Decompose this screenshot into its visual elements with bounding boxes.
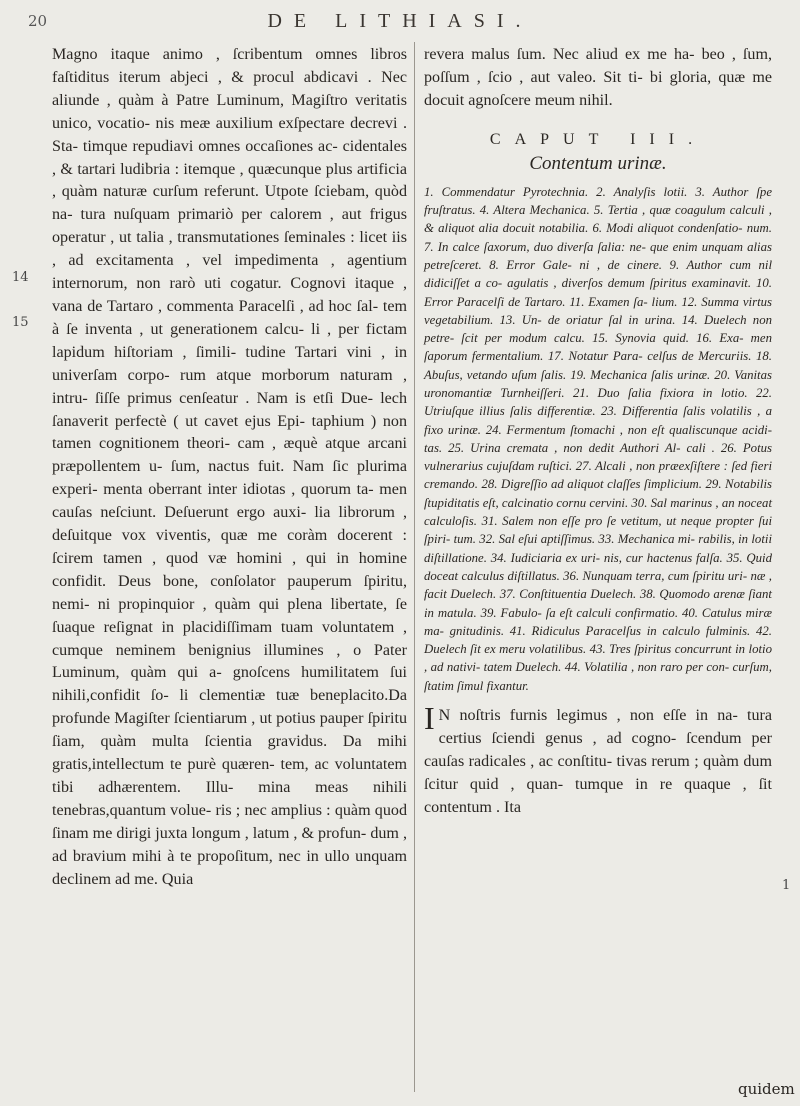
catchword: quidem: [738, 1080, 795, 1098]
page-number: 20: [28, 12, 48, 30]
chapter-title: Contentum urinæ.: [529, 152, 667, 174]
drop-cap: I: [424, 700, 435, 737]
left-column-text: Magno itaque animo , ſcribentum omnes libros faſtiditus iterum abjeci , & procul abdicavi . Nec aliunde , quàm à Patre Luminum, Magiſtro veritatis unico, vocatio- nis meæ auxilium exſpectare decrevi . Sta- timque repudiavi omnes occaſiones ac- cidentales , & tartari ludibria : itemque , quæcunque plus artificia , quàm naturæ curſum referunt. Utpote ſciebam, quòd na- tura nuſquam primariò per calorem , aut frigus operatur , ut talia , transmutationes ſeminales : licet iis , ad excitamenta , vel impedimenta , agentium internorum, non rarò uti cogatur. Cognovi itaque , vana de Tartaro , commenta Paracelſi , ad hoc ſal- tem à ſe inventa , ut generationem calcu- li , per fictam lapidum hiſtoriam , ſimili- tudine Tartari vini , in univerſam corpo- rum atque morborum naturam , intru- ſiſſe primus cenſeatur . Nam is etſi Due- lech ſanaverit perfectè ( ut cavet ejus Epi- taphium ) non tamen cognitionem theori- cam , æquè atque arcani præpollentem u- ſum, nactus fuit. Nam ſic plurima experi- menta oberrant inter idiotas , quorum ta- men cauſas neſciunt. Deſuerunt ergo auxi- lia librorum , deſuitque vox viventis, quæ me coràm docerent : ſcirem tamen , quod væ homini , qui in homine confidit. Deus bone, conſolator pauperum ſpiritu, nemi- ni propinquior , quàm qui plena libertate, ſe ſuaque reſignat in placidiſſimam tuam voluntatem , cumque neminem benignius illumines , o Pater Luminum, quàm qui a- gnoſcens humilitatem ſui nihili,confidit ſo- li clementiæ tuæ beneplacito.Da profunde Magiſter ſcientiarum , ut potius pauper ſpiritu ſiam, quàm multa ſcientia gravidus. Da mihi gratis,intellectum te purè quæren- tem, ac voluntatem tibi adhærentem. Illu- mina meas nihili tenebras,quantum volue- ris ; nec amplius : quàm quod ſinam me dirigi juxta longum , latum , & profun- dum , ad bravium mihi à te propoſitum, nec in ullo unquam declinem ad me. Quia: [52, 46, 407, 888]
margin-note: 14: [12, 270, 29, 285]
right-column: [424, 44, 772, 820]
chapter-heading: CAPUT III.: [489, 130, 707, 148]
margin-note: 15: [12, 315, 29, 330]
margin-note: 1: [782, 878, 791, 893]
chapter-body: [424, 700, 772, 820]
column-divider: [414, 42, 415, 1092]
left-column: [52, 44, 407, 892]
running-title: DE LITHIASI.: [267, 10, 533, 32]
chapter-body-text: N noſtris furnis legimus , non eſſe in na- tura certius ſciendi genus , ad cogno- ſcendum per cauſas radicales , ac conſtitu- tivas rerum ; quàm dum ſcitur quid , quan- tumque in re quaque , ſit contentum . Ita: [424, 707, 772, 816]
right-column-intro: revera malus ſum. Nec aliud ex me ha- beo , ſum, poſſum , ſcio , aut valeo. Sit ti- bi gloria, quæ me docuit agnoſcere meum nihil.: [424, 46, 772, 109]
chapter-summary: 1. Commendatur Pyrotechnia. 2. Analyſis lotii. 3. Author ſpe fruſtratus. 4. Altera Mechanica. 5. Tertia , quæ coagulum calculi , & aliquot alia docuit notabilia. 6. Modi aliquot condenſatio- num. 7. In calce ſaxorum, duo diverſa ſalia: ne- que enim unquam alias petreſceret. 8. Error Gale- ni , de cinere. 9. Author cum nil didiciſſet a co- agulatis , diverſos demum ſpiritus examinavit. 10. Error Paracelſi de Tartaro. 11. Examen ſa- lium. 12. Summa virtus vegetabilium. 13. Un- de oriatur ſal in urina. 14. Duelech non petre- ſcit per modum calcu. 15. Synovia quid. 16. Exa- men ſaporum fermentalium. 17. Notatur Para- celſus de Mercuriis. 18. Abuſus, vetando uſum ſalis. 19. Mechanica ſalis urinæ. 20. Vanitas uronomantiæ Turnheiſſeri. 21. Duo ſalia fixiora in lotio. 22. Utriuſque illius ſalis differentiæ. 23. Differentia ſalis volatilis , a fixo urinæ. 24. Fermentum ſtomachi , non eſt qualiscunque acidi- tas. 25. Urina cremata , non dedit Authori Al- cali . 26. Potus vulnerarius cujuſdam ruſtici. 27. Alcali , non præexſiſtere : ſed fieri cremando. 28. Digreſſio ad aliquot claſſes ſimplicium. 29. Notabilis ſtupiditatis eſt, calcinatio cornu cervini. 30. Sal marinus , an noceat calculoſis. 31. Salem non eſſe pro ſe vetitum, ut neque propter ſui ſpiri- tum. 32. Sal eſui aptiſſimus. 33. Mechanica mi- rabilis, in lotii diſtillatione. 34. Iudiciaria ex uri- nis, cur hactenus falſa. 35. Quid doceat calculus diſtillatus. 36. Nunquam terra, cum ſpiritu uri- næ , facit Duelech. 37. Conſtituentia Duelech. 38. Quomodo arenæ ſiant in matula. 39. Fabulo- ſa eſt calculi confirmatio. 40. Catulus miræ ma- gnitudinis. 41. Ridiculus Paracelſus in calculo fulminis. 42. Duelech ſit ex meru volatilibus. 43. Tres ſpiritus concurrunt in lotio , ad nativi- tatem Duelech. 44. Volatilia , non raro per con- curſum, ſtatim ſimul fixantur.: [424, 184, 772, 693]
